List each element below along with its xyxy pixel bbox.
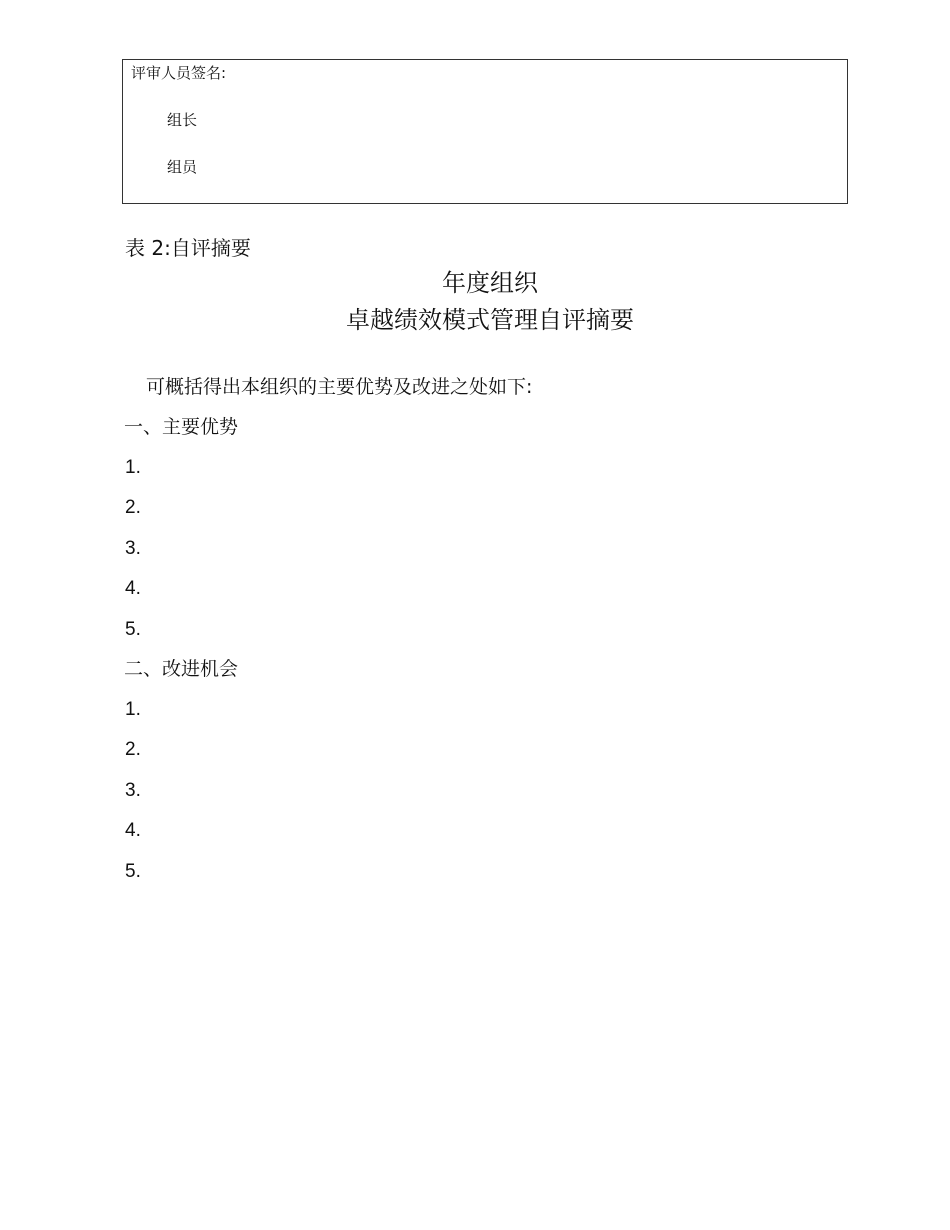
signature-heading: 评审人员签名: [131, 64, 227, 82]
document-title-line-2: 卓越绩效模式管理自评摘要 [346, 306, 634, 334]
improvement-item: 5. [125, 861, 141, 882]
strength-item: 5. [125, 619, 141, 640]
document-title-line-1: 年度组织 [442, 269, 538, 297]
improvement-item: 3. [125, 780, 141, 801]
improvement-item: 4. [125, 820, 141, 841]
improvement-item: 1. [125, 699, 141, 720]
intro-paragraph: 可概括得出本组织的主要优势及改进之处如下: [146, 376, 533, 398]
strength-item: 2. [125, 497, 141, 518]
improvement-item: 2. [125, 739, 141, 760]
improvements-section-title: 二、改进机会 [124, 658, 239, 680]
strength-item: 3. [125, 538, 141, 559]
member-signature-label: 组员 [167, 158, 198, 176]
signature-box [122, 59, 848, 204]
strength-item: 4. [125, 578, 141, 599]
table-caption: 表 2:自评摘要 [125, 236, 251, 260]
leader-signature-label: 组长 [167, 111, 198, 129]
strengths-section-title: 一、主要优势 [124, 416, 239, 438]
strength-item: 1. [125, 457, 141, 478]
